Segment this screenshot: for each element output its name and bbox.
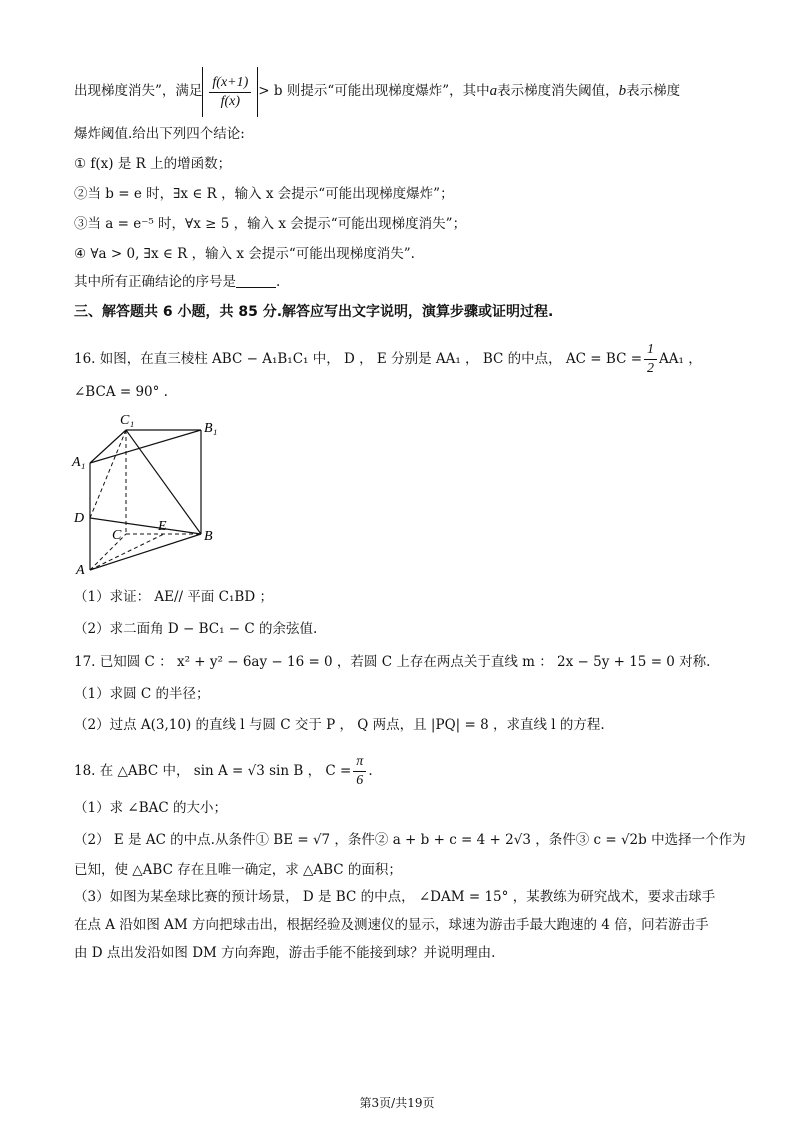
conclusion-2: ②当 b = e 时，∃x ∈ R ，输入 x 会提示“可能出现梯度爆炸”；: [74, 186, 454, 202]
conclusion-3: ③当 a = e⁻⁵ 时，∀x ≥ 5 ，输入 x 会提示“可能出现梯度消失”；: [74, 216, 467, 232]
q16-stem-line-1: [74, 339, 702, 379]
answer-end: .: [276, 274, 281, 290]
intro-text-c: 表示梯度消失阈值，: [497, 83, 619, 99]
prism-figure: [70, 408, 220, 578]
q18-part-3-line-3: 由 D 点出发沿如图 DM 方向奔跑，游击手能不能接到球？并说明理由.: [74, 945, 496, 961]
label-c1: C₁: [120, 413, 135, 428]
q18-part-2-line-2: 已知，使 △ABC 存在且唯一确定，求 △ABC 的面积；: [74, 862, 402, 878]
label-a1: A₁: [72, 455, 86, 470]
conclusion-1: ① f(x) 是 R 上的增函数；: [74, 156, 232, 172]
q18-part-3-line-1: （3）如图为某垒球比赛的预计场景， D 是 BC 的中点， ∠DAM = 15° ，某教练为研究战术，要求击球手: [74, 889, 716, 905]
label-b1: B₁: [204, 421, 218, 436]
q16-part-1: （1）求证： AE// 平面 C₁BD ；: [74, 589, 273, 605]
section-heading: 三、解答题共 6 小题，共 85 分.解答应写出文字说明，演算步骤或证明过程.: [74, 304, 554, 320]
q18-part-2-line-1: （2） E 是 AC 的中点.从条件① BE = √7 ，条件② a + b + c = 4 + 2√3 ，条件③ c = √2b 中选择一个作为: [74, 832, 746, 848]
q18-frac-num: π: [353, 753, 366, 772]
segment-d-b: [90, 518, 201, 534]
q18-stem: [74, 751, 373, 791]
answer-prompt: 其中所有正确结论的序号是: [74, 274, 236, 290]
intro-line-2: 爆炸阈值.给出下列四个结论:: [74, 126, 245, 142]
q16-part-2: （2）求二面角 D − BC₁ − C 的余弦值.: [74, 621, 318, 637]
q16-fraction: [644, 341, 657, 378]
conclusion-4: ④ ∀a > 0, ∃x ∈ R ，输入 x 会提示“可能出现梯度消失”.: [74, 246, 415, 262]
intro-text-d: 表示梯度: [626, 83, 681, 99]
q18-frac-den: 6: [356, 773, 364, 788]
answer-blank: [236, 273, 276, 288]
label-d: D: [74, 511, 85, 526]
q16-stem-b: AA₁ ，: [659, 351, 702, 367]
intro-line-1: [74, 66, 680, 117]
q17-part-1: （1）求圆 C 的半径；: [74, 686, 210, 702]
q18-stem-a: 18. 在 △ABC 中， sin A = √3 sin B ， C =: [74, 763, 352, 779]
q17-stem: 17. 已知圆 C ： x² + y² − 6ay − 16 = 0 ，若圆 C 上存在两点关于直线 m ： 2x − 5y + 15 = 0 对称.: [74, 654, 711, 670]
label-b: B: [204, 529, 213, 544]
label-a: A: [76, 563, 85, 578]
intro-text-a: 出现梯度消失”，满足: [74, 83, 203, 99]
answer-prompt-line: [74, 272, 280, 292]
ratio-numerator: f(x+1): [209, 74, 251, 93]
q18-part-3-line-2: 在点 A 沿如图 AM 方向把球击出，根据经验及测速仪的显示，球速为游击手最大跑速的 4 倍，问若游击手: [74, 917, 709, 933]
ratio-denominator: f(x): [220, 93, 241, 109]
q16-frac-den: 2: [647, 361, 655, 376]
q18-fraction: [353, 753, 366, 790]
intro-text-b: > b 则提示“可能出现梯度爆炸”，其中: [258, 83, 490, 99]
q16-stem-a: 16. 如图，在直三棱柱 ABC − A₁B₁C₁ 中， D ， E 分别是 AA₁ ， BC 的中点， AC = BC =: [74, 351, 643, 367]
edge-a-b: [90, 534, 201, 570]
var-b: b: [618, 83, 627, 99]
q17-part-2: （2）过点 A(3,10) 的直线 l 与圆 C 交于 P ， Q 两点，且 |PQ| = 8 ，求直线 l 的方程.: [74, 717, 605, 733]
segment-d-c1-hidden: [90, 430, 126, 518]
q16-stem-line-2: ∠BCA = 90° .: [74, 384, 168, 400]
page-footer: 第3页/共19页: [359, 1096, 435, 1110]
q16-frac-num: 1: [644, 341, 657, 360]
label-c: C: [112, 528, 122, 543]
abs-ratio: [202, 67, 258, 117]
q18-part-1: （1）求 ∠BAC 的大小；: [74, 800, 227, 816]
var-a: a: [489, 83, 498, 99]
q18-stem-b: .: [368, 763, 373, 779]
label-e: E: [158, 519, 167, 534]
segment-a-e-hidden: [90, 534, 164, 570]
